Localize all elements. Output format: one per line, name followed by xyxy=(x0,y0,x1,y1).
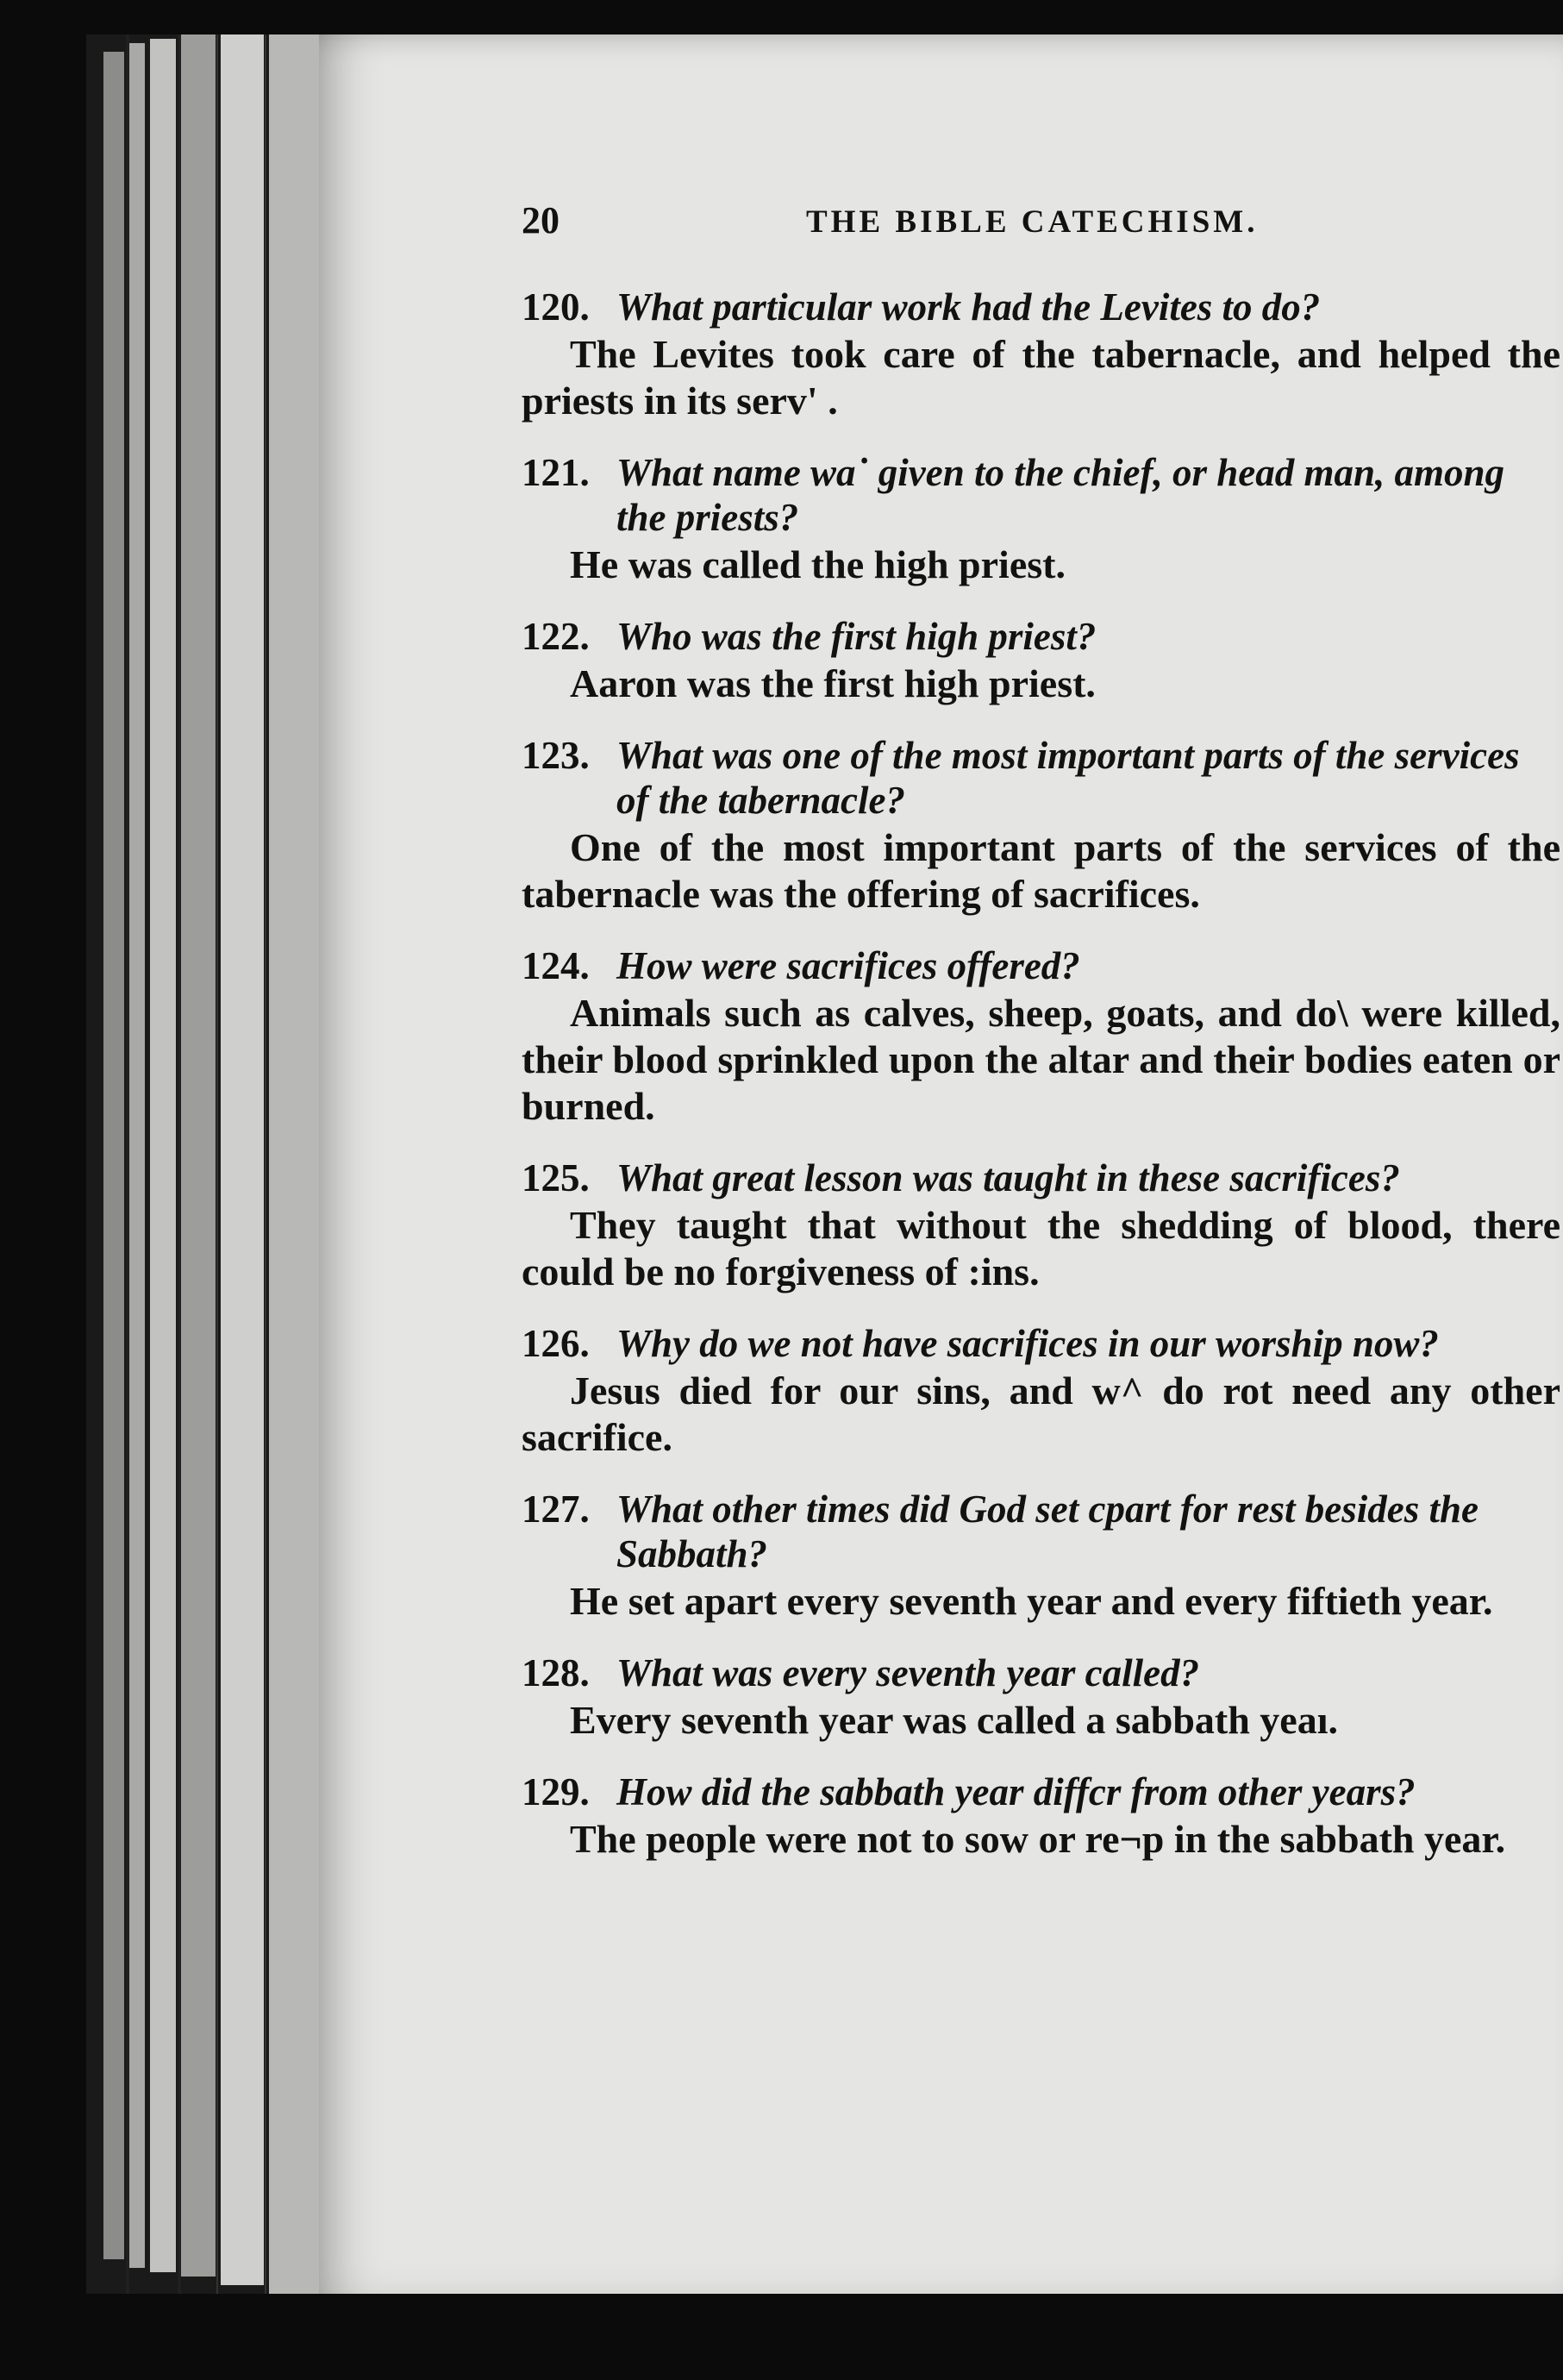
question-text: How did the sabbath year diffcr from other years? xyxy=(616,1770,1416,1813)
answer-text: One of the most important parts of the services of the tabernacle was the offering of sacrifices. xyxy=(522,825,1560,916)
question xyxy=(522,943,1560,988)
catechism-entry xyxy=(522,1156,1560,1295)
question xyxy=(522,1321,1560,1366)
question-number: 122. xyxy=(522,615,590,658)
question-number: 129. xyxy=(522,1770,590,1813)
question xyxy=(522,1487,1560,1576)
running-head xyxy=(522,198,1560,250)
question xyxy=(522,1156,1560,1200)
question-number: 125. xyxy=(522,1156,590,1199)
answer-text: The people were not to sow or re¬p in the sabbath year. xyxy=(570,1817,1506,1861)
question-text: How were sacrifices offered? xyxy=(616,944,1080,987)
catechism-list xyxy=(522,285,1560,1863)
catechism-entry xyxy=(522,1321,1560,1461)
question-text: What was every seventh year called? xyxy=(616,1651,1200,1694)
question-text: Why do we not have sacrifices in our worship now? xyxy=(616,1322,1439,1365)
stacked-page-edges xyxy=(86,34,328,2294)
question-number: 123. xyxy=(522,734,590,777)
answer-text: Aaron was the first high priest. xyxy=(570,661,1096,705)
question xyxy=(522,1650,1560,1695)
question-text: What name wa˙ given to the chief, or head man, among the priests? xyxy=(616,451,1505,539)
book-page xyxy=(319,34,1563,2294)
question xyxy=(522,614,1560,659)
question xyxy=(522,1769,1560,1814)
question-text: What great lesson was taught in these sacrifices? xyxy=(616,1156,1400,1199)
question-number: 126. xyxy=(522,1322,590,1365)
catechism-entry xyxy=(522,1769,1560,1863)
question-text: What was one of the most important parts of the services of the tabernacle? xyxy=(616,734,1520,822)
answer-text: He set apart every seventh year and every fiftieth year. xyxy=(570,1579,1493,1623)
question xyxy=(522,450,1560,540)
catechism-entry xyxy=(522,450,1560,588)
question-text: What particular work had the Levites to do? xyxy=(616,285,1321,329)
catechism-entry xyxy=(522,614,1560,707)
question-number: 121. xyxy=(522,451,590,494)
catechism-entry xyxy=(522,285,1560,424)
question-number: 128. xyxy=(522,1651,590,1694)
answer-text: The Levites took care of the tabernacle, and helped the priests in its serv' . xyxy=(522,332,1560,423)
page-number: 20 xyxy=(522,199,560,241)
question-text: Who was the first high priest? xyxy=(616,615,1097,658)
catechism-entry xyxy=(522,1650,1560,1744)
question-number: 127. xyxy=(522,1488,590,1531)
page-content xyxy=(522,198,1560,1888)
catechism-entry xyxy=(522,943,1560,1130)
running-head-title: THE BIBLE CATECHISM. xyxy=(806,204,1259,240)
answer-text: Animals such as calves, sheep, goats, and do\ were killed, their blood sprinkled upon the altar and their bodies eaten or burned. xyxy=(522,991,1560,1128)
question-number: 124. xyxy=(522,944,590,987)
catechism-entry xyxy=(522,733,1560,918)
catechism-entry xyxy=(522,1487,1560,1625)
answer-text: They taught that without the shedding of blood, there could be no forgiveness of :ins. xyxy=(522,1203,1560,1293)
answer-text: He was called the high priest. xyxy=(570,542,1066,586)
question xyxy=(522,733,1560,823)
question-text: What other times did God set cpart for rest besides the Sabbath? xyxy=(616,1488,1479,1575)
question xyxy=(522,285,1560,329)
answer-text: Every seventh year was called a sabbath yeaı. xyxy=(570,1698,1339,1742)
answer-text: Jesus died for our sins, and w^ do rot need any other sacrifice. xyxy=(522,1368,1560,1459)
question-number: 120. xyxy=(522,285,590,329)
